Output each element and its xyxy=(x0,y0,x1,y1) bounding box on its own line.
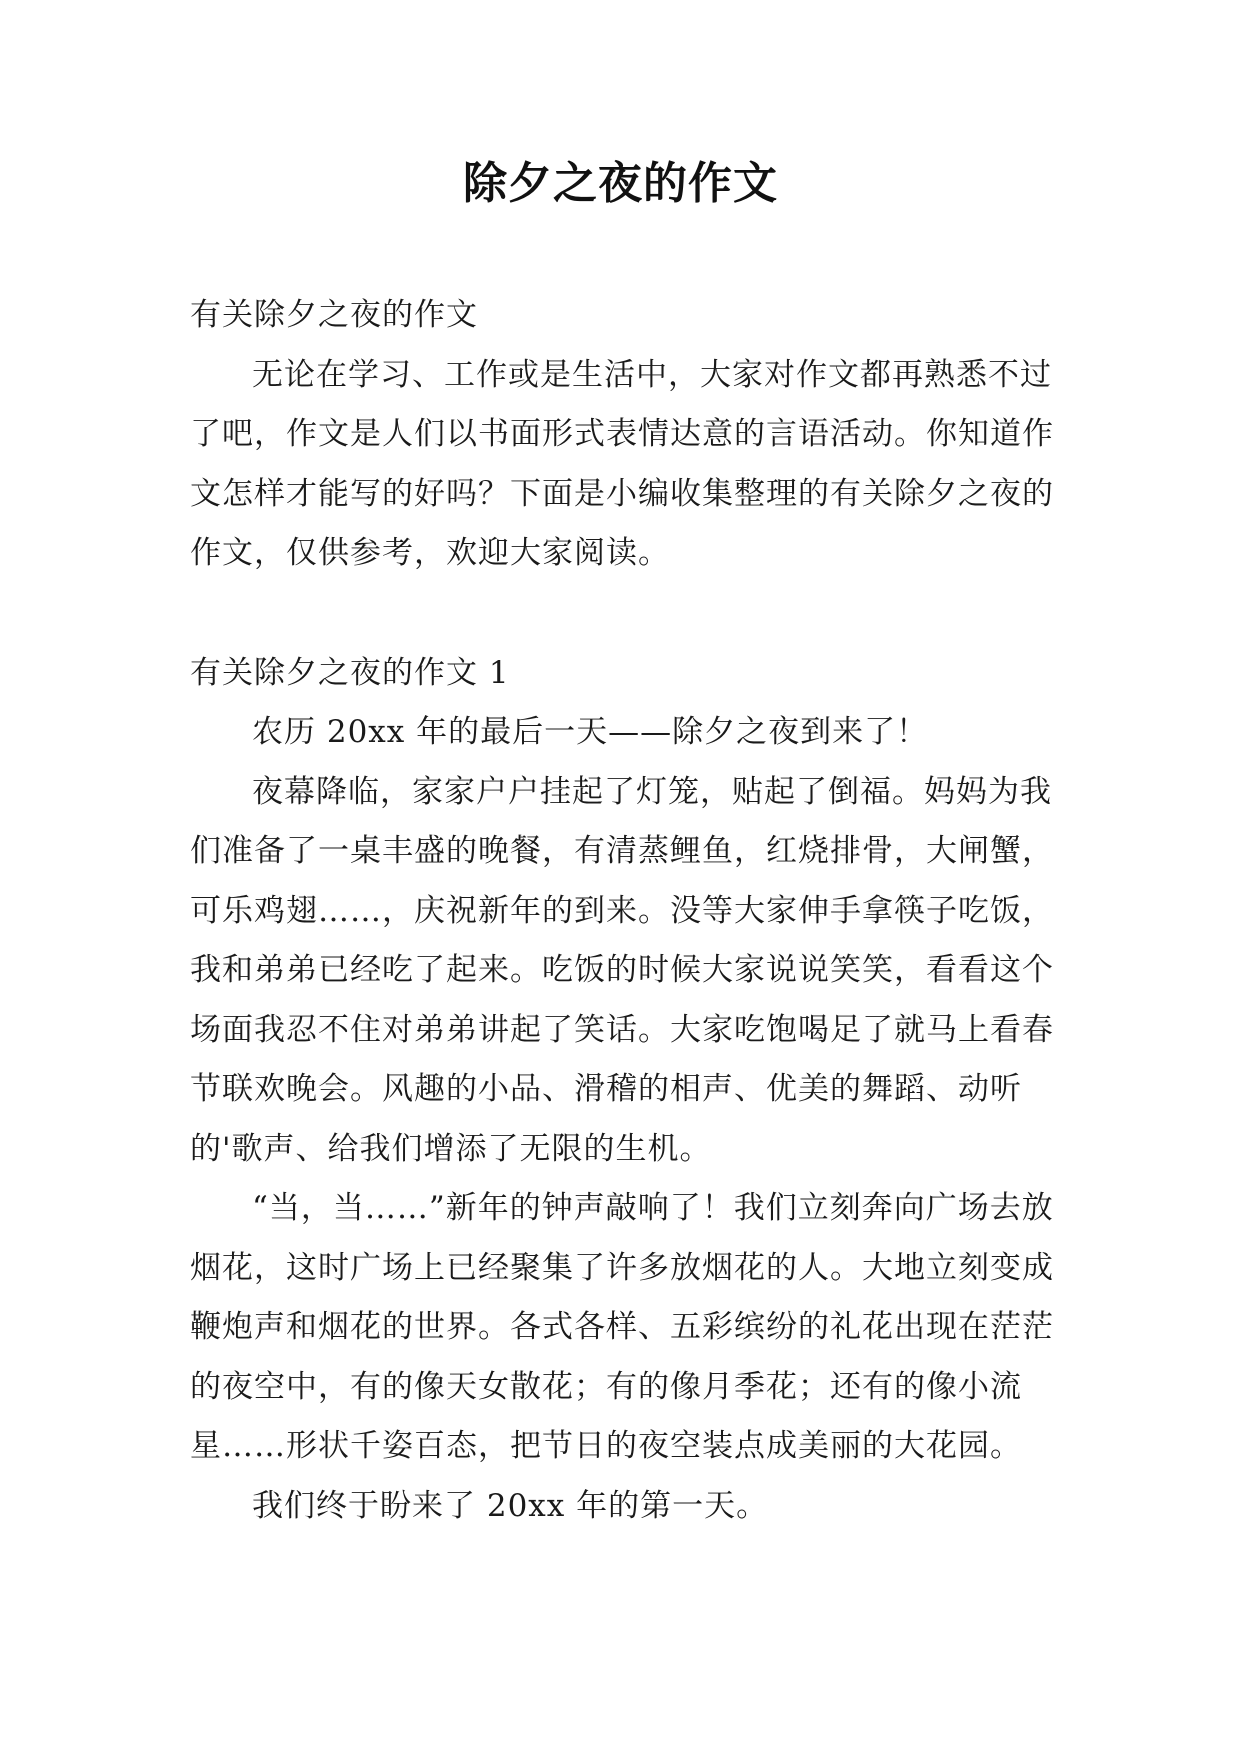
intro-heading: 有关除夕之夜的作文 xyxy=(190,297,478,333)
essay-1-paragraph: 我们终于盼来了 20xx 年的第一天。 xyxy=(252,1487,769,1524)
document-body xyxy=(190,286,1054,1536)
essay-1-paragraph: “当，当……”新年的钟声敲响了！我们立刻奔向广场去放烟花，这时广场上已经聚集了许多放烟花的人。大地立刻变成鞭炮声和烟花的世界。各式各样、五彩缤纷的礼花出现在茫茫的夜空中，有的像天女散花；有的像月季花；还有的像小流星……形状千姿百态，把节日的夜空装点成美丽的大花园。 xyxy=(190,1190,1054,1464)
section-spacer xyxy=(190,584,1054,644)
essay-1-heading: 有关除夕之夜的作文 1 xyxy=(190,654,510,691)
document-title: 除夕之夜的作文 xyxy=(463,158,778,209)
essay-1-paragraph: 夜幕降临，家家户户挂起了灯笼，贴起了倒福。妈妈为我们准备了一桌丰盛的晚餐，有清蒸鲤鱼，红烧排骨，大闸蟹，可乐鸡翅……，庆祝新年的到来。没等大家伸手拿筷子吃饭，我和弟弟已经吃了起来。吃饭的时候大家说说笑笑，看看这个场面我忍不住对弟弟讲起了笑话。大家吃饱喝足了就马上看春节联欢晚会。风趣的小品、滑稽的相声、优美的舞蹈、动听的'歌声、给我们增添了无限的生机。 xyxy=(190,773,1054,1167)
intro-paragraph: 无论在学习、工作或是生活中，大家对作文都再熟悉不过了吧，作文是人们以书面形式表情达意的言语活动。你知道作文怎样才能写的好吗？下面是小编收集整理的有关除夕之夜的作文，仅供参考，欢迎大家阅读。 xyxy=(190,356,1054,571)
essay-1-paragraph: 农历 20xx 年的最后一天——除夕之夜到来了！ xyxy=(252,714,929,750)
